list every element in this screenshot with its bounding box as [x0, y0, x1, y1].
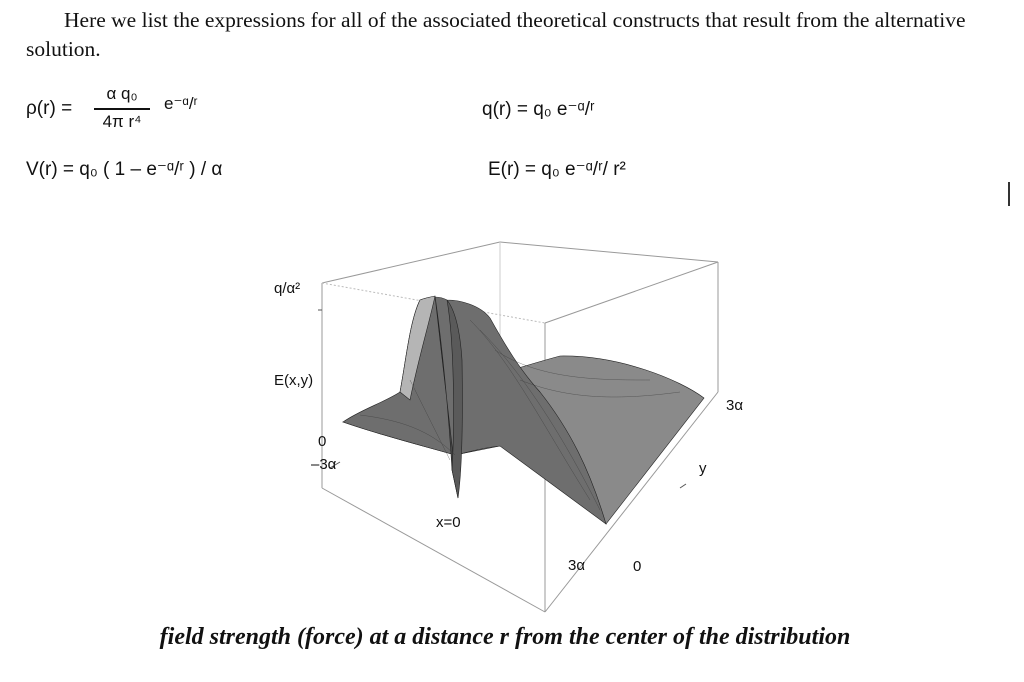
rho-equation-lhs: ρ(r) = [26, 98, 73, 119]
e-equation: E(r) = q₀ e⁻ᵅ/ʳ/ r² [488, 159, 626, 180]
x-axis-min-label: –3α [311, 456, 337, 473]
z-axis-top-label: q/α² [274, 280, 301, 297]
rho-denominator: 4π r⁴ [102, 112, 142, 131]
q-equation: q(r) = q₀ e⁻ᵅ/ʳ [482, 99, 595, 120]
rho-exponential: e⁻ᵅ/ʳ [164, 94, 198, 113]
y-axis-zero-label: 0 [633, 558, 642, 575]
x-axis-mid-label: x=0 [436, 514, 461, 531]
z-axis-zero-label: 0 [318, 433, 327, 450]
figure-caption: field strength (force) at a distance r from the center of the distribution [159, 624, 851, 650]
x-axis-max-label: 3α [568, 557, 586, 574]
v-equation: V(r) = q₀ ( 1 – e⁻ᵅ/ʳ ) / α [26, 159, 223, 180]
intro-paragraph: Here we list the expressions for all of the associated theoretical constructs that result from the alternative solution. [26, 8, 966, 61]
surface-mesh [343, 296, 704, 524]
y-axis-max-label: 3α [726, 397, 744, 414]
y-axis-label: y [699, 460, 707, 477]
z-axis-label: E(x,y) [274, 372, 314, 389]
rho-numerator: α q₀ [106, 84, 138, 103]
